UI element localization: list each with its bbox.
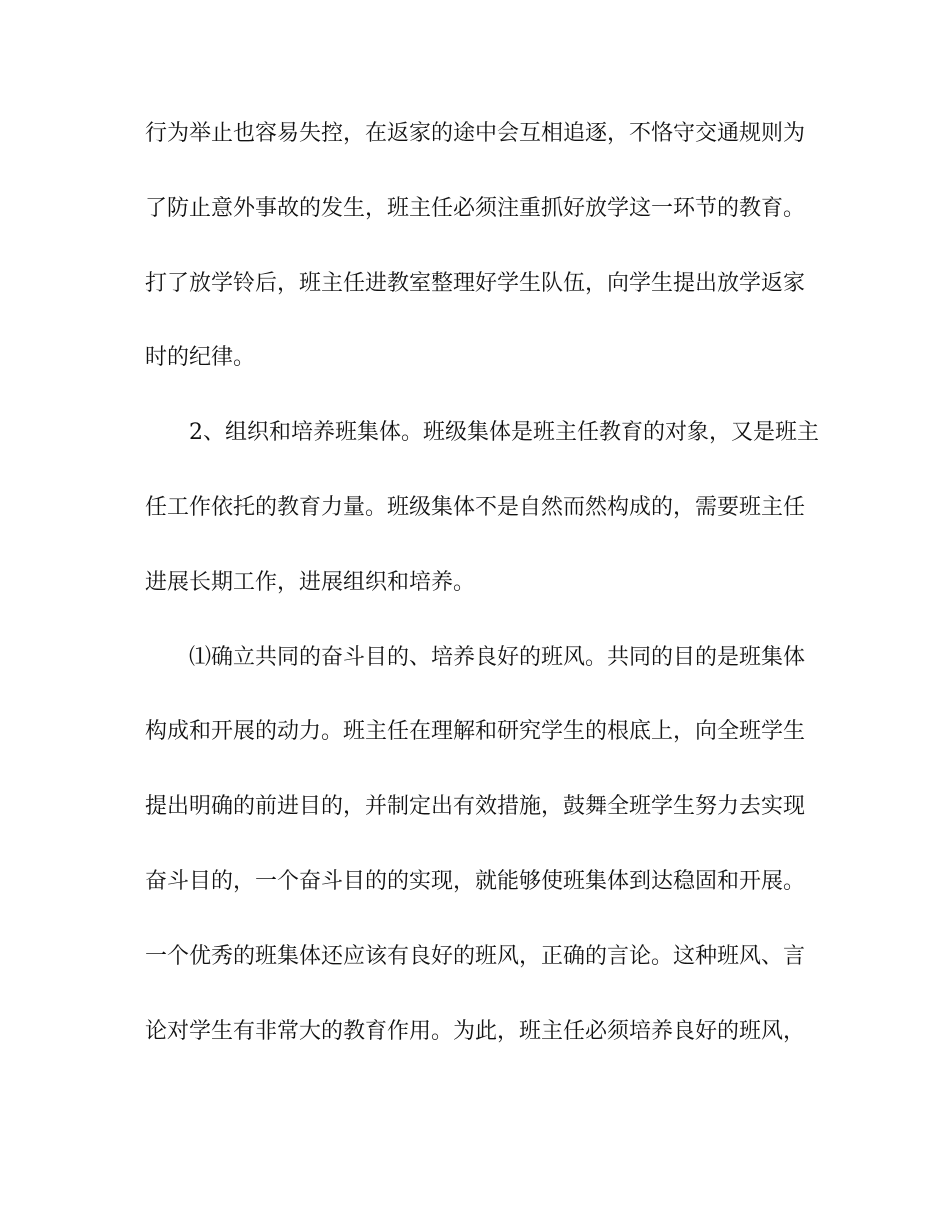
text-line: 打了放学铃后，班主任进教室整理好学生队伍，向学生提出放学返家	[145, 270, 806, 296]
text-line: 奋斗目的，一个奋斗目的的实现，就能够使班集体到达稳固和开展。	[145, 868, 806, 894]
text-line: 提出明确的前进目的，并制定出有效措施，鼓舞全班学生努力去实现	[145, 794, 806, 820]
text-line: 构成和开展的动力。班主任在理解和研究学生的根底上，向全班学生	[145, 719, 806, 745]
text-line: 行为举止也容易失控，在返家的途中会互相追逐，不恪守交通规则为	[145, 121, 806, 146]
text-line: 时的纪律。	[145, 345, 256, 371]
text-line: 一个优秀的班集体还应该有良好的班风，正确的言论。这种班风、言	[145, 943, 806, 969]
body-text	[145, 121, 819, 1094]
text-line: 进展长期工作，进展组织和培养。	[145, 569, 476, 595]
paragraph-start-line: 2、组织和培养班集体。班级集体是班主任教育的对象，又是班主	[189, 420, 819, 446]
text-line: 论对学生有非常大的教育作用。为此，班主任必须培养良好的班风，	[145, 1018, 806, 1044]
paragraph-start-line: ⑴确立共同的奋斗目的、培养良好的班风。共同的目的是班集体	[189, 644, 806, 670]
text-line: 了防止意外事故的发生，班主任必须注重抓好放学这一环节的教育。	[145, 195, 806, 221]
text-line: 任工作依托的教育力量。班级集体不是自然而然构成的，需要班主任	[145, 494, 806, 520]
